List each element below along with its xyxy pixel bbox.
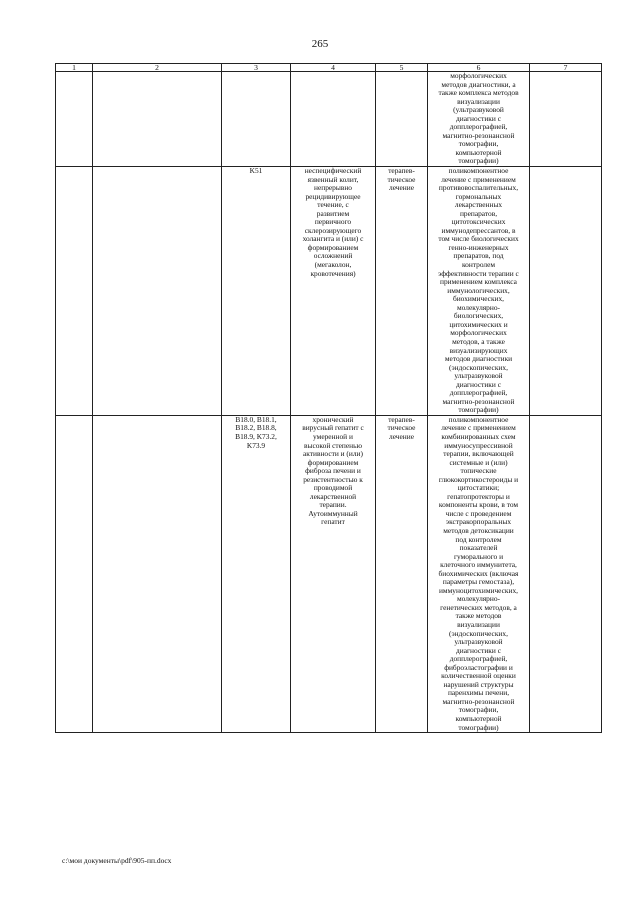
table-cell — [56, 415, 93, 732]
column-header-1: 1 — [56, 64, 93, 72]
table-row — [56, 167, 602, 416]
cell-text: морфологических методов диагностики, а также комплекса методов визуализации (ультразвуковой диагностики с допплерографией, магнитно-резонансной томографии, компьютерной томографии) — [438, 71, 519, 166]
page-number: 265 — [311, 38, 329, 50]
column-header-5: 5 — [376, 64, 428, 72]
cell-text: K51 — [249, 166, 263, 176]
table-cell — [291, 415, 376, 732]
table-cell — [428, 415, 530, 732]
file-path-footer: c:\мои документы\pdf\905-пп.docx — [62, 856, 172, 865]
table-cell — [222, 72, 291, 167]
table-cell — [376, 72, 428, 167]
table-cell — [428, 72, 530, 167]
table-cell — [222, 167, 291, 416]
table-cell — [56, 167, 93, 416]
cell-text: поликомпонентное лечение с применением комбинированных схем иммуносупрессивной терапии, включающей системные и (или) топические глюкокортикостероиды и цитостатики; гепатопротекторы и компоненты крови, в том числе с проведением экстракорпоральных методов детоксикации под контролем показателей гуморального и клеточного иммунитета, биохимических (включая параметры гемостаза), иммуноцитохимических, молекулярно- генетических методов, а также методов визуализации (эндоскопических, ультразвуковой диагностики с допплерографией, фиброэластографии и количественной оценки нарушений структуры паренхимы печени, магнитно-резонансной томографии, компьютерной томографии) — [438, 414, 519, 732]
column-header-4: 4 — [291, 64, 376, 72]
table-cell — [530, 167, 602, 416]
cell-text: неспецифический язвенный колит, непрерывно рецидивирующее течение, с развитием первичного склерозирующего холангита и (или) с формированием осложнений (мегаколон, кровотечения) — [302, 166, 364, 278]
table-cell — [291, 167, 376, 416]
cell-text: терапев- тическое лечение — [387, 414, 416, 441]
table-row — [56, 72, 602, 167]
column-header-2: 2 — [93, 64, 222, 72]
table-row — [56, 415, 602, 732]
document-table — [55, 63, 602, 733]
table-cell — [56, 72, 93, 167]
table-cell — [530, 72, 602, 167]
table-cell — [291, 72, 376, 167]
table-cell — [93, 72, 222, 167]
table-cell — [376, 167, 428, 416]
table-cell — [376, 415, 428, 732]
table-cell — [93, 167, 222, 416]
cell-text: терапев- тическое лечение — [387, 166, 416, 193]
table-cell — [428, 167, 530, 416]
column-header-7: 7 — [530, 64, 602, 72]
column-header-6: 6 — [428, 64, 530, 72]
table-cell — [222, 415, 291, 732]
header-row — [56, 64, 602, 72]
table-cell — [93, 415, 222, 732]
cell-text: хронический вирусный гепатит с умеренной и высокой степенью активности и (или) формированием фиброза печени и резистентностью к проводимой лекарственной терапии. Аутоиммунный гепатит — [302, 414, 364, 527]
table-cell — [530, 415, 602, 732]
cell-text: B18.0, B18.1, B18.2, B18.8, B18.9, K73.2, K73.9 — [235, 414, 277, 450]
cell-text: поликомпонентное лечение с применением противовоспалительных, гормональных лекарственных препаратов, цитотоксических иммунодепрессантов, в том числе биологических генно-инженерных препаратов, под контролем эффективности терапии с применением комплекса иммунологических, биохимических, молекулярно- биологических, цитохимических и морфологических методов, а также визуализирующих методов диагностики (эндоскопических, ультразвуковой диагностики с допплерографией, магнитно-резонансной томографии) — [438, 166, 519, 415]
column-header-3: 3 — [222, 64, 291, 72]
